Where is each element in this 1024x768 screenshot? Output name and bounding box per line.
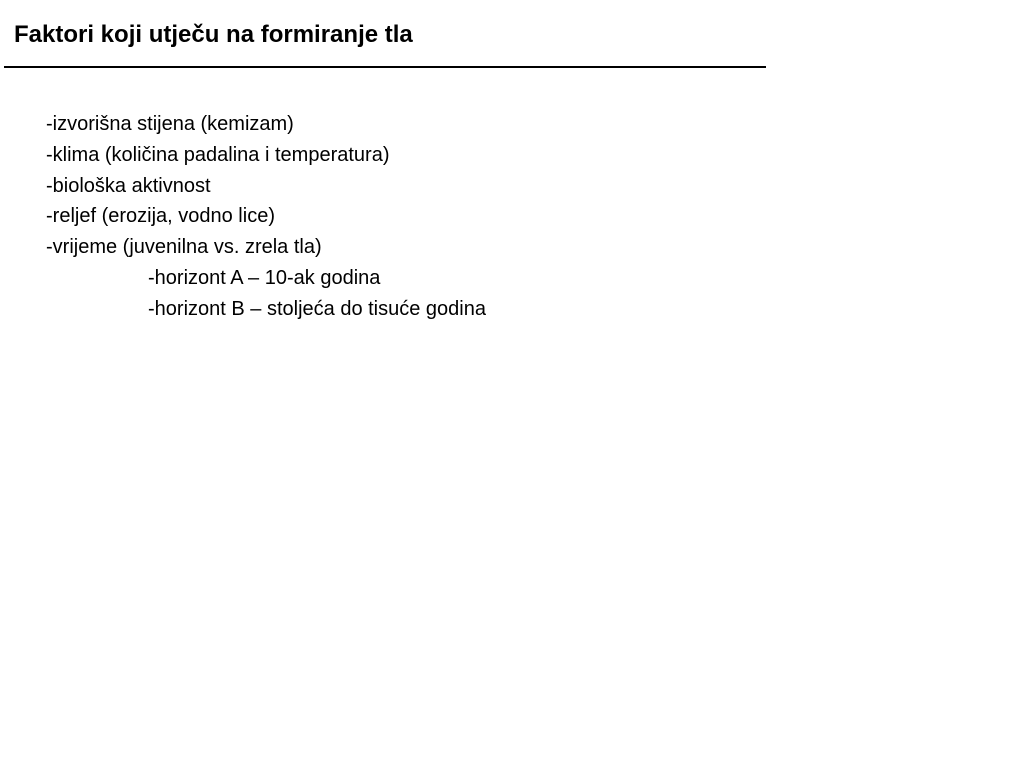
list-item: -biološka aktivnost xyxy=(46,174,211,197)
factor-list xyxy=(46,109,486,325)
title-divider xyxy=(4,66,766,68)
list-item: -klima (količina padalina i temperatura) xyxy=(46,143,390,166)
sub-list-item: -horizont A – 10-ak godina xyxy=(148,266,381,289)
slide-title: Faktori koji utječu na formiranje tla xyxy=(14,21,413,48)
list-item: -reljef (erozija, vodno lice) xyxy=(46,205,275,228)
sub-list-item: -horizont B – stoljeća do tisuće godina xyxy=(148,297,486,320)
list-item: -izvorišna stijena (kemizam) xyxy=(46,113,294,135)
list-item: -vrijeme (juvenilna vs. zrela tla) xyxy=(46,236,322,259)
